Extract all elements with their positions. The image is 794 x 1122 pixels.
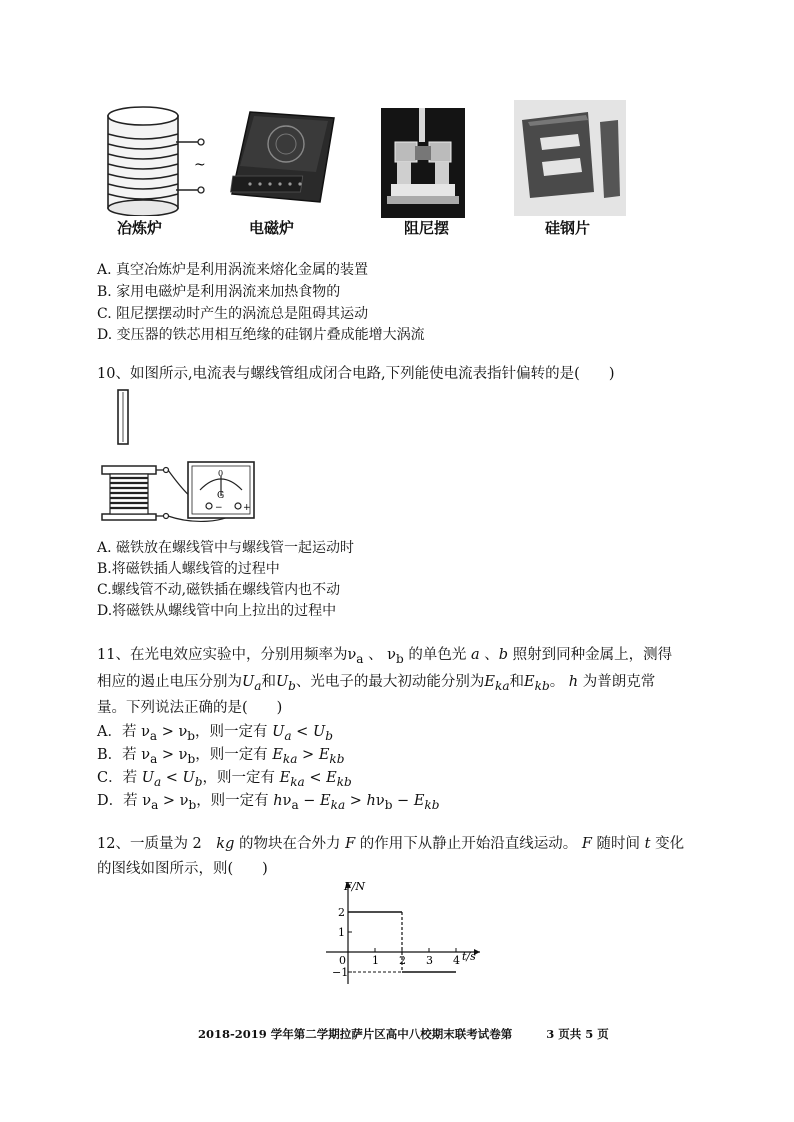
q11-stem-line: 相应的遏止电压分别为$U_a$和$U_b$、光电子的最大初动能分别为$E_{ka}$和$E_{kb}$。 h 为普朗克常	[97, 674, 656, 693]
footer-page-number: 3 页共 5 页	[546, 1027, 609, 1041]
q10-option-c: C.螺线管不动,磁铁插在螺线管内也不动	[97, 582, 341, 598]
q10-option-b: B.将磁铁插人螺线管的过程中	[97, 561, 280, 577]
chart-axes	[326, 882, 480, 984]
image-caption: 硅钢片	[545, 219, 591, 237]
force-time-chart	[318, 876, 488, 984]
q10-stem: 10、如图所示,电流表与螺线管组成闭合电路,下列能使电流表指针偏转的是( )	[97, 366, 615, 382]
meter-plus: +	[243, 503, 251, 513]
x-tick-label: 4	[453, 954, 460, 967]
q9-option-a: A. 真空冶炼炉是利用涡流来熔化金属的装置	[97, 262, 369, 278]
y-tick-label: −1	[332, 966, 349, 979]
solenoid-galvanometer-figure	[96, 388, 276, 526]
y-tick-label: 2	[338, 906, 345, 919]
induction-cooker-icon	[230, 110, 338, 205]
q9-option-d: D. 变压器的铁芯用相互绝缘的硅钢片叠成能增大涡流	[97, 327, 425, 343]
q9-option-b: B. 家用电磁炉是利用涡流来加热食物的	[97, 284, 341, 300]
y-axis-label: F/N	[344, 880, 365, 893]
q10-option-d: D.将磁铁从螺线管中向上拉出的过程中	[97, 603, 337, 619]
image-caption: 冶炼炉	[117, 219, 163, 237]
silicon-steel-sheet-icon	[514, 100, 626, 216]
q11-option-a: A．若 $\nu_a > \nu_b$，则一定有 $U_a < U_b$	[97, 724, 333, 743]
q12-stem-line: 的图线如图所示，则( )	[97, 861, 268, 877]
meter-zero-label: 0	[218, 469, 224, 478]
furnace-icon	[102, 104, 212, 216]
q12-stem-line: 12、一质量为 2 kg 的物块在合外力 F 的作用下从静止开始沿直线运动。 F 随时间 t 变化	[97, 836, 685, 852]
q11-stem-line: 11、在光电效应实验中，分别用频率为$\nu_a$ 、 $\nu_b$ 的单色光 a 、b 照射到同种金属上，测得	[97, 647, 673, 666]
x-tick-label: 1	[372, 954, 379, 967]
q11-option-d: D．若 $\nu_a > \nu_b$，则一定有 $h\nu_a - E_{ka} > h\nu_b - E_{kb}$	[97, 793, 440, 812]
x-tick-label: 0	[339, 954, 346, 967]
chart-marks	[348, 912, 456, 972]
x-axis-label: t/s	[462, 950, 476, 963]
q11-option-c: C．若 $U_a < U_b$，则一定有 $E_{ka} < E_{kb}$	[97, 770, 352, 789]
page-footer	[198, 1026, 609, 1042]
meter-minus: −	[215, 503, 223, 513]
q11-stem-line: 量。下列说法正确的是( )	[97, 700, 283, 716]
image-caption: 电磁炉	[249, 219, 295, 237]
x-tick-label: 3	[426, 954, 433, 967]
damping-pendulum-icon	[381, 108, 465, 218]
x-tick-label: 2	[399, 954, 406, 967]
footer-title: 2018-2019 学年第二学期拉萨片区高中八校期末联考试卷第	[198, 1027, 513, 1041]
ac-symbol: ~	[194, 157, 206, 173]
meter-letter: G	[217, 491, 225, 501]
y-tick-label: 1	[338, 926, 345, 939]
q9-option-c: C. 阻尼摆摆动时产生的涡流总是阻碍其运动	[97, 306, 369, 322]
image-caption: 阻尼摆	[404, 219, 450, 237]
q10-option-a: A. 磁铁放在螺线管中与螺线管一起运动时	[97, 540, 355, 556]
q11-option-b: B．若 $\nu_a > \nu_b$，则一定有 $E_{ka} > E_{kb}$	[97, 747, 345, 766]
